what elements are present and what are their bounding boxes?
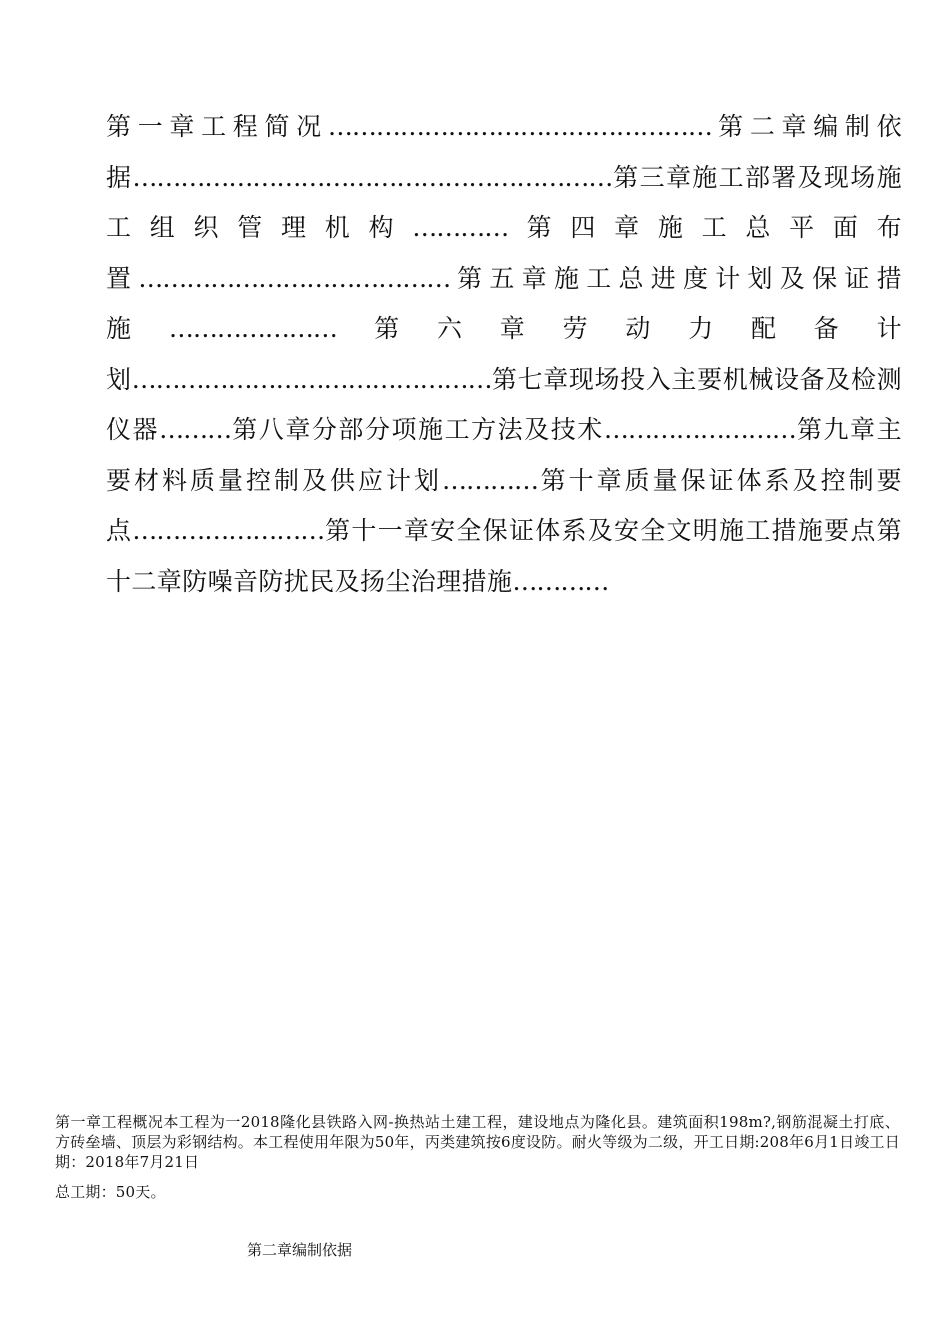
- table-of-contents: [106, 102, 902, 607]
- toc-leader: …………: [442, 465, 538, 495]
- toc-title: 第七章现场投入主要机械设备及检测仪器: [106, 364, 902, 444]
- toc-title: 第十二章防噪音防扰民及扬尘治理措施: [106, 516, 902, 596]
- toc-title: 第十一章安全保证体系及安全文明施工措施要点: [324, 516, 877, 545]
- toc-title: 第八章分部分项施工方法及技术: [231, 415, 604, 444]
- toc-leader: …………: [412, 213, 509, 242]
- toc-leader: …………………………………………: [327, 112, 712, 141]
- toc-title: 第六章劳动力配备计划: [106, 314, 902, 394]
- chapter-2-heading: 第二章编制依据: [247, 1241, 353, 1259]
- toc-leader: ……………………: [603, 415, 796, 444]
- toc-leader: ………………………………………: [131, 364, 492, 394]
- project-overview-paragraph: 第一章工程概况本工程为一2018隆化县铁路入网-换热站土建工程，建设地点为隆化县。建筑面积198m?,钢筋混凝土打底、方砖垒墙、顶层为彩钢结构。本工程使用年限为50年，丙类建筑按6度设防。耐火等级为二级，开工日期:208年6月1日竣工日期：2018年7月21日: [55, 1113, 900, 1171]
- toc-title: 第十章质量保证体系及控制要点: [106, 465, 902, 545]
- toc-leader: ………: [159, 415, 232, 444]
- total-duration-paragraph: 总工期：50天。: [55, 1183, 166, 1201]
- toc-title: 第四章施工总平面布置: [106, 213, 902, 293]
- toc-leader: …………………: [168, 314, 337, 343]
- toc-title: 第五章施工总进度计划及保证措施: [106, 263, 903, 343]
- toc-title: 第一章工程简况: [106, 112, 328, 141]
- toc-leader: ……………………: [132, 516, 325, 545]
- toc-leader: ……………………………………………………: [132, 162, 613, 192]
- toc-leader: …………………………………: [138, 263, 451, 293]
- toc-entry-1[interactable]: [106, 112, 712, 141]
- toc-title: 第三章施工部署及现场施工组织管理机构: [106, 162, 902, 242]
- toc-title: 第九章主要材料质量控制及供应计划: [106, 415, 902, 495]
- toc-leader: …………: [512, 566, 609, 596]
- toc-entry-8[interactable]: [231, 415, 796, 444]
- toc-title: 第二章编制依据: [106, 112, 902, 192]
- toc-entry-11[interactable]: [324, 516, 876, 545]
